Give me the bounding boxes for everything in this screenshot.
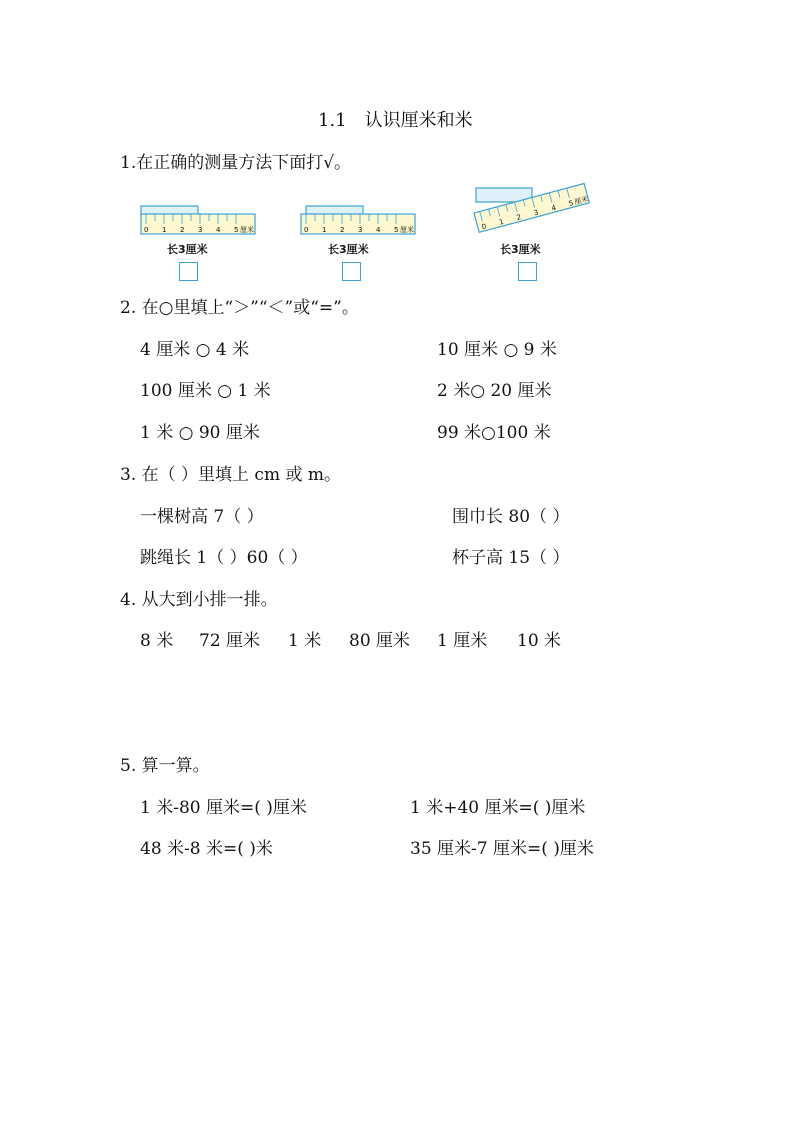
sort-value: 10 米 xyxy=(517,631,562,651)
ruler-tick-label: 5 xyxy=(394,226,399,234)
ruler-figure-2 xyxy=(300,205,418,235)
answer-checkbox-3[interactable] xyxy=(518,262,537,281)
answer-checkbox-1[interactable] xyxy=(179,262,198,281)
ruler-tick-label: 0 xyxy=(304,226,309,234)
compare-item: 100 厘米 ○ 1 米 xyxy=(140,381,271,401)
compare-item: 1 米 ○ 90 厘米 xyxy=(140,423,260,443)
ruler-unit-label: 厘米 xyxy=(400,226,414,234)
ruler-tick-label: 2 xyxy=(340,226,345,234)
ruler-tick-label: 2 xyxy=(515,213,523,222)
length-label-2: 长3厘米 xyxy=(328,243,369,256)
calc-item: 1 米+40 厘米=( )厘米 xyxy=(410,798,586,818)
sort-value: 8 米 xyxy=(140,631,174,651)
length-label-1: 长3厘米 xyxy=(167,243,208,256)
ruler-tick-label: 0 xyxy=(144,226,149,234)
ruler-tick-label: 3 xyxy=(358,226,363,234)
compare-item: 4 厘米 ○ 4 米 xyxy=(140,340,250,360)
ruler-tick-label: 0 xyxy=(480,222,488,232)
question-5-heading: 5. 算一算。 xyxy=(120,756,210,776)
question-4-heading: 4. 从大到小排一排。 xyxy=(120,590,278,610)
question-2-heading: 2. 在○里填上“＞”“＜”或“=”。 xyxy=(120,298,359,318)
sort-value: 72 厘米 xyxy=(199,631,261,651)
ruler-tick-label: 3 xyxy=(198,226,203,234)
ruler-tick-label: 4 xyxy=(376,226,381,234)
unit-fill-item: 杯子高 15（ ） xyxy=(452,548,570,568)
compare-item: 99 米○100 米 xyxy=(437,423,551,443)
ruler-tick-label: 2 xyxy=(180,226,185,234)
ruler-tick-label: 1 xyxy=(162,226,167,234)
ruler-tick-label: 4 xyxy=(550,203,557,213)
length-label-3: 长3厘米 xyxy=(500,243,541,256)
ruler-tick-label: 5 xyxy=(234,226,239,234)
calc-item: 35 厘米-7 厘米=( )厘米 xyxy=(410,839,594,859)
ruler-tick-label: 5 xyxy=(567,199,575,208)
ruler-figure-1 xyxy=(140,205,258,235)
question-1-heading: 1.在正确的测量方法下面打√。 xyxy=(120,153,352,173)
sort-value: 1 厘米 xyxy=(437,631,488,651)
sort-value: 80 厘米 xyxy=(349,631,411,651)
unit-fill-item: 一棵树高 7（ ） xyxy=(140,507,264,527)
ruler-unit-label: 厘米 xyxy=(573,195,590,207)
answer-checkbox-2[interactable] xyxy=(342,262,361,281)
sort-value: 1 米 xyxy=(288,631,322,651)
compare-item: 2 米○ 20 厘米 xyxy=(437,381,552,401)
ruler-tick-label: 1 xyxy=(322,226,327,234)
ruler-unit-label: 厘米 xyxy=(240,226,254,234)
question-3-heading: 3. 在（ ）里填上 cm 或 m。 xyxy=(120,465,341,485)
ruler-tick-label: 3 xyxy=(533,208,540,218)
compare-item: 10 厘米 ○ 9 米 xyxy=(437,340,557,360)
unit-fill-item: 围巾长 80（ ） xyxy=(452,507,570,527)
ruler-tick-label: 4 xyxy=(216,226,221,234)
unit-fill-item: 跳绳长 1（ ）60（ ） xyxy=(140,548,308,568)
page-title: 1.1 认识厘米和米 xyxy=(318,110,473,131)
ruler-figure-3 xyxy=(470,180,590,236)
ruler-tick-label: 1 xyxy=(498,217,505,227)
calc-item: 48 米-8 米=( )米 xyxy=(140,839,273,859)
calc-item: 1 米-80 厘米=( )厘米 xyxy=(140,798,307,818)
